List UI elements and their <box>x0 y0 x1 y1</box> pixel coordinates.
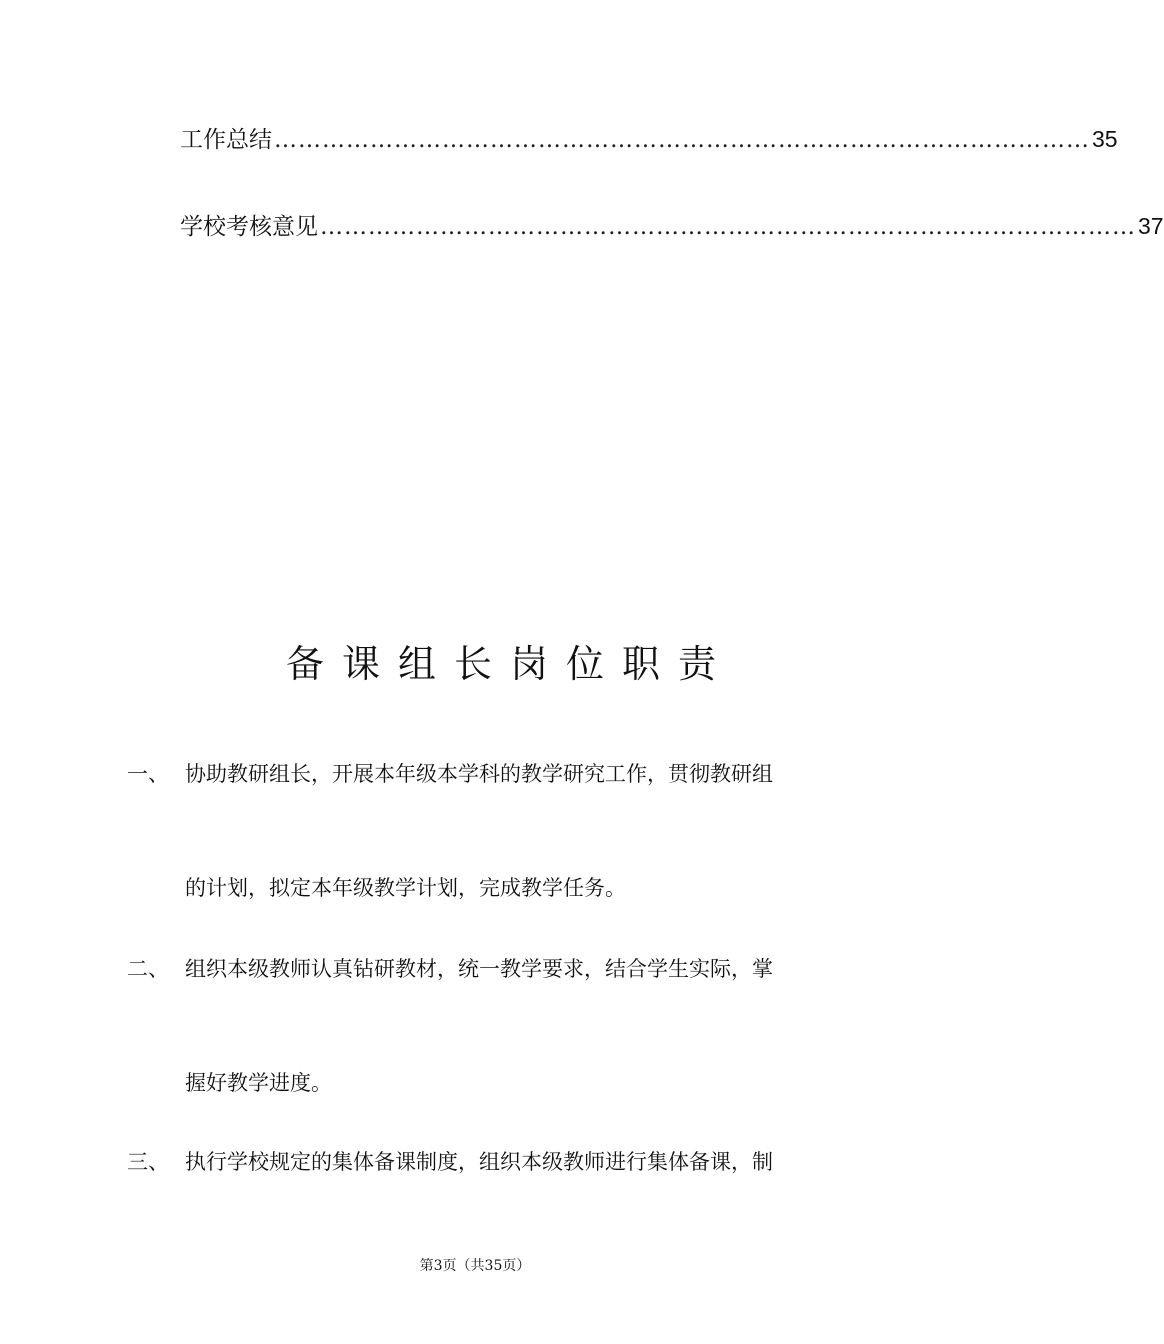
list-item-line: 执行学校规定的集体备课制度，组织本级教师进行集体备课，制 <box>185 1150 773 1174</box>
toc-entry-title: 学校考核意见 <box>180 214 318 240</box>
section-title: 备课组长岗位职责 <box>285 642 734 686</box>
toc-entry-title: 工作总结 <box>180 127 272 153</box>
toc-page-number: 35 <box>1092 126 1118 152</box>
list-item-line: 组织本级教师认真钻研教材，统一教学要求，结合学生实际，掌 <box>185 957 773 981</box>
toc-entry-school-assessment[interactable] <box>180 211 1164 242</box>
toc-leader-dots: ………………………………………………………………………………………… <box>320 214 1136 240</box>
list-item-line: 握好教学进度。 <box>185 1071 332 1095</box>
list-item-line: 协助教研组长，开展本年级本学科的教学研究工作，贯彻教研组 <box>185 762 773 786</box>
list-item-number: 三、 <box>127 1150 169 1174</box>
toc-page-number: 37 <box>1138 213 1164 239</box>
list-item-number: 二、 <box>127 957 169 981</box>
toc-leader-dots: ………………………………………………………………………………………… <box>274 127 1090 153</box>
page-footer: 第3页（共35页） <box>419 1258 531 1274</box>
toc-entry-work-summary[interactable] <box>180 124 1118 155</box>
list-item-line: 的计划，拟定本年级教学计划，完成教学任务。 <box>185 876 626 900</box>
list-item-number: 一、 <box>127 762 169 786</box>
